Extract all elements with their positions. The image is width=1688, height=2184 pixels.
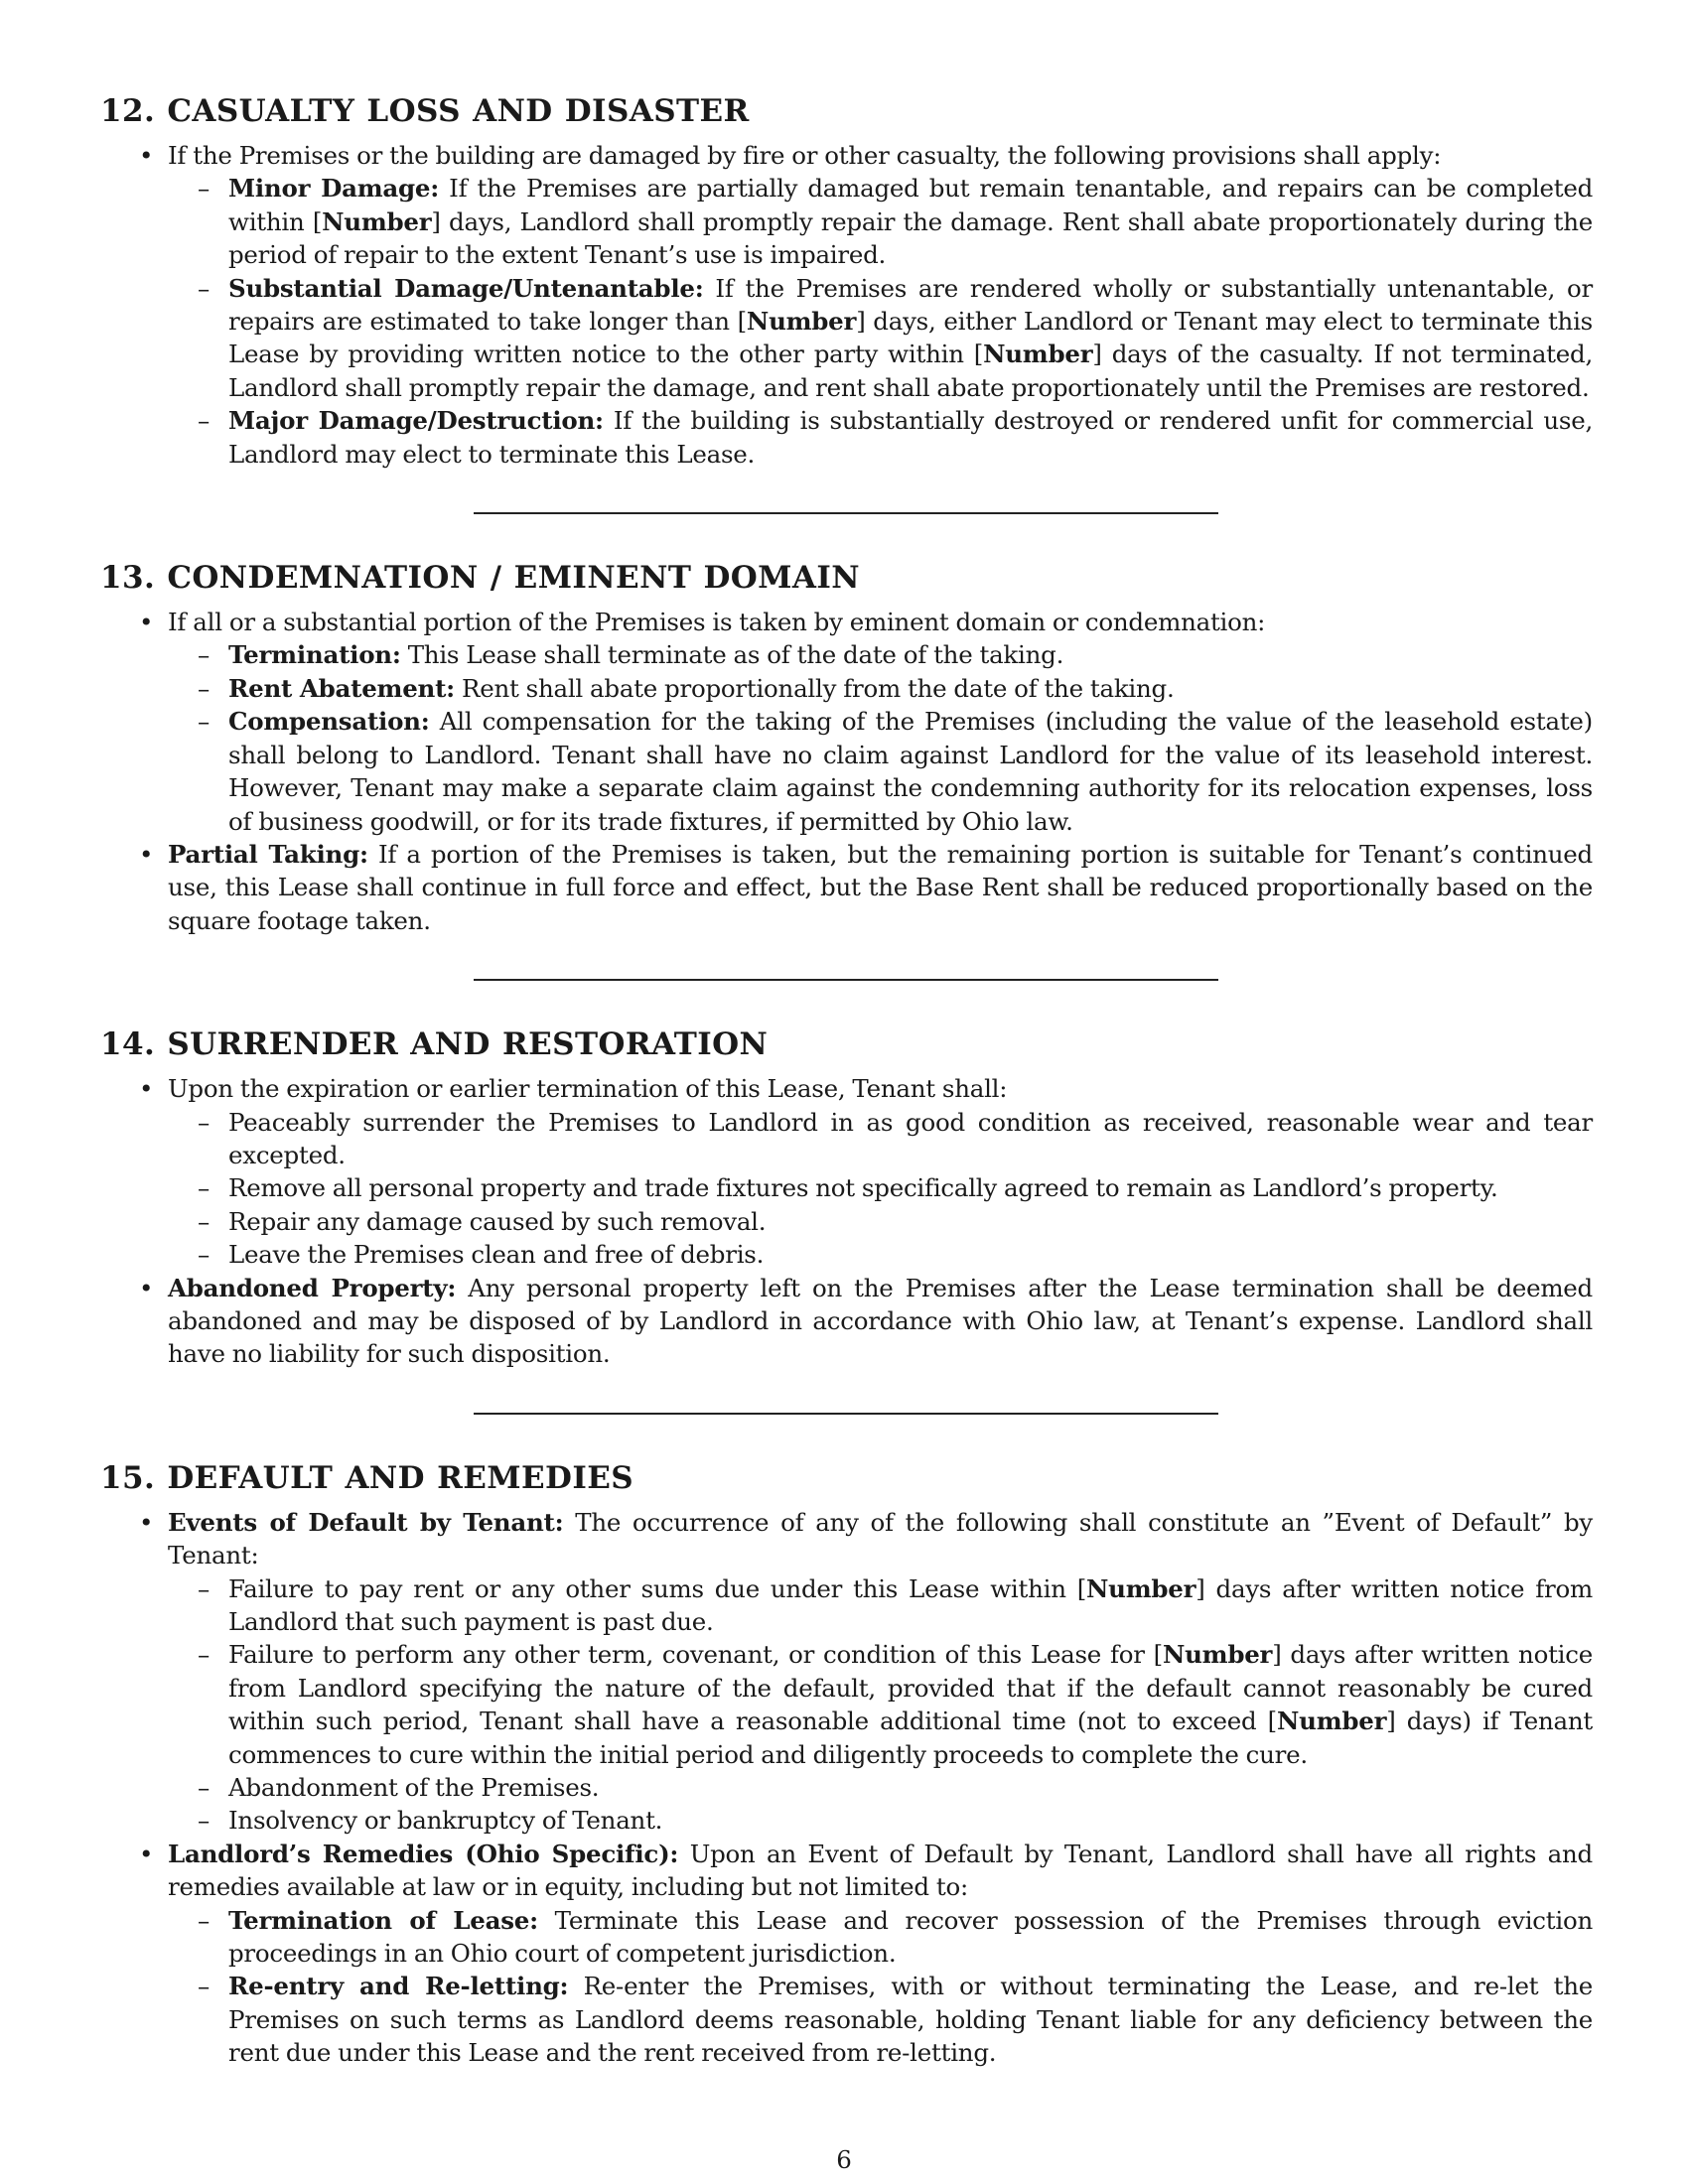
page-content [100,91,1593,2070]
item-label: Abandoned Property: [168,1273,457,1302]
item-text: Leave the Premises clean and free of debris. [228,1240,765,1270]
item-label: Re-entry and Re-letting: [228,1972,569,2001]
sub-list-item [228,1106,1593,1172]
sub-list-item [228,1205,1593,1238]
sub-list-item [228,672,1593,705]
list-item [168,1506,1593,1838]
sub-list-item [228,1171,1593,1204]
sub-list [168,1106,1593,1272]
item-text: Failure to perform any other term, covenant, or condition of this Lease for [ [228,1640,1163,1670]
item-text: Remove all personal property and trade fixtures not specifically agreed to remain as Landlord’s property. [228,1173,1498,1203]
item-label: Landlord’s Remedies (Ohio Specific): [168,1839,679,1868]
item-text: The occurrence of any of the following shall constitute an ”Event of Default” by Tenant: [168,1507,1593,1570]
section-divider [474,1413,1218,1415]
item-text: If the Premises are partially damaged but remain tenantable, and repairs can be completed within [ [228,174,1594,236]
item-text: All compensation for the taking of the Premises (including the value of the leasehold estate) shall belong to Landlord. Tenant shall have no claim against Landlord for the value of its leasehold interest. However, Tenant may make a separate claim against the condemning authority for its relocation expenses, loss of business goodwill, or for its trade fixtures, if permitted by Ohio law. [228,707,1593,836]
section-heading: 12. CASUALTY LOSS AND DISASTER [100,93,750,129]
number-placeholder: Number [322,206,432,236]
item-text: Upon the expiration or earlier termination of this Lease, Tenant shall: [168,1074,1008,1104]
number-placeholder: Number [1086,1573,1196,1603]
item-text: Failure to pay rent or any other sums due under this Lease within [ [228,1573,1087,1603]
number-placeholder: Number [983,340,1093,369]
item-text: Rent shall abate proportionally from the date of the taking. [454,673,1175,703]
list-item [168,1838,1593,2070]
list-item [168,1272,1593,1371]
section-heading: 13. CONDEMNATION / EMINENT DOMAIN [100,560,860,597]
bullet-list [100,1506,1593,2070]
item-text: ] days) if Tenant commences to cure within the initial period and diligently proceeds to complete the cure. [228,1706,1593,1769]
sub-list-item [228,404,1593,471]
item-label: Major Damage/Destruction: [228,406,604,436]
sub-list [168,1572,1593,1838]
number-placeholder: Number [1162,1640,1273,1670]
sub-list-item [228,1904,1593,1971]
bullet-list [100,1072,1593,1371]
sub-list-item [228,1970,1593,2069]
item-text: If the Premises or the building are damaged by fire or other casualty, the following provisions shall apply: [168,141,1442,170]
item-label: Events of Default by Tenant: [168,1507,564,1537]
sub-list-item [228,272,1593,405]
section-divider [474,512,1218,514]
list-item [168,139,1593,471]
sub-list-item [228,638,1593,671]
item-label: Termination of Lease: [228,1905,538,1935]
sub-list-item [228,1638,1593,1771]
sub-list-item [228,705,1593,838]
section-surrender [100,1024,1593,1371]
item-text: If the building is substantially destroyed or rendered unfit for commercial use, Landlord may elect to terminate this Lease. [228,406,1593,469]
item-text: Terminate this Lease and recover possession of the Premises through eviction proceedings in an Ohio court of competent jurisdiction. [228,1905,1593,1969]
section-condemnation [100,558,1593,937]
item-text: Any personal property left on the Premises after the Lease termination shall be deemed abandoned and may be disposed of by Landlord in accordance with Ohio law, at Tenant’s expense. Landlord shall have no liability for such disposition. [168,1273,1593,1369]
bullet-list [100,139,1593,471]
section-casualty-loss [100,91,1593,471]
sub-list-item [228,172,1593,271]
item-label: Termination: [228,640,401,670]
item-text: This Lease shall terminate as of the date of the taking. [400,640,1064,670]
section-heading: 15. DEFAULT AND REMEDIES [100,1459,634,1496]
item-text: Repair any damage caused by such removal. [228,1206,767,1236]
sub-list-item [228,1238,1593,1271]
item-label: Compensation: [228,707,430,737]
list-item [168,1072,1593,1271]
sub-list [168,172,1593,471]
item-text: If a portion of the Premises is taken, but the remaining portion is suitable for Tenant’s continued use, this Lease shall continue in full force and effect, but the Base Rent shall be reduced proportionally based on the square footage taken. [168,839,1593,935]
item-text: ] days after written notice from Landlord specifying the nature of the default, provided that if the default cannot reasonably be cured within such period, Tenant shall have a reasonable additional time (not to exceed [ [228,1640,1593,1736]
number-placeholder: Number [746,307,857,337]
item-text: ] days, either Landlord or Tenant may elect to terminate this Lease by providing written notice to the other party within [ [228,307,1593,369]
item-text: Insolvency or bankruptcy of Tenant. [228,1806,663,1836]
item-text: Abandonment of the Premises. [228,1773,600,1803]
list-item [168,606,1593,838]
item-text: Upon an Event of Default by Tenant, Landlord shall have all rights and remedies available at law or in equity, including but not limited to: [168,1839,1593,1902]
item-text: ] days of the casualty. If not terminated, Landlord shall promptly repair the damage, and rent shall abate proportionately until the Premises are restored. [228,340,1593,402]
item-text: If the Premises are rendered wholly or substantially untenantable, or repairs are estimated to take longer than [ [228,273,1593,337]
list-item [168,838,1593,937]
number-placeholder: Number [1276,1706,1387,1736]
item-text: Peaceably surrender the Premises to Landlord in as good condition as received, reasonable wear and tear excepted. [228,1107,1593,1169]
item-label: Partial Taking: [168,839,368,869]
item-text: Re-enter the Premises, with or without terminating the Lease, and re-let the Premises on such terms as Landlord deems reasonable, holding Tenant liable for any deficiency between the rent due under this Lease and the rent received from re-letting. [228,1972,1594,2068]
sub-list [168,638,1593,837]
item-label: Substantial Damage/Untenantable: [228,273,704,303]
page-number: 6 [836,2145,852,2174]
item-text: If all or a substantial portion of the Premises is taken by eminent domain or condemnation: [168,608,1266,637]
sub-list-item [228,1804,1593,1837]
item-label: Rent Abatement: [228,673,455,703]
section-heading: 14. SURRENDER AND RESTORATION [100,1026,769,1063]
bullet-list [100,606,1593,937]
item-text: ] days after written notice from Landlord that such payment is past due. [228,1573,1593,1636]
section-default-remedies [100,1458,1593,2070]
item-label: Minor Damage: [228,174,440,204]
sub-list-item [228,1572,1593,1639]
item-text: ] days, Landlord shall promptly repair the damage. Rent shall abate proportionately during the period of repair to the extent Tenant’s use is impaired. [228,206,1593,270]
sub-list [168,1904,1593,2070]
sub-list-item [228,1771,1593,1804]
section-divider [474,979,1218,981]
